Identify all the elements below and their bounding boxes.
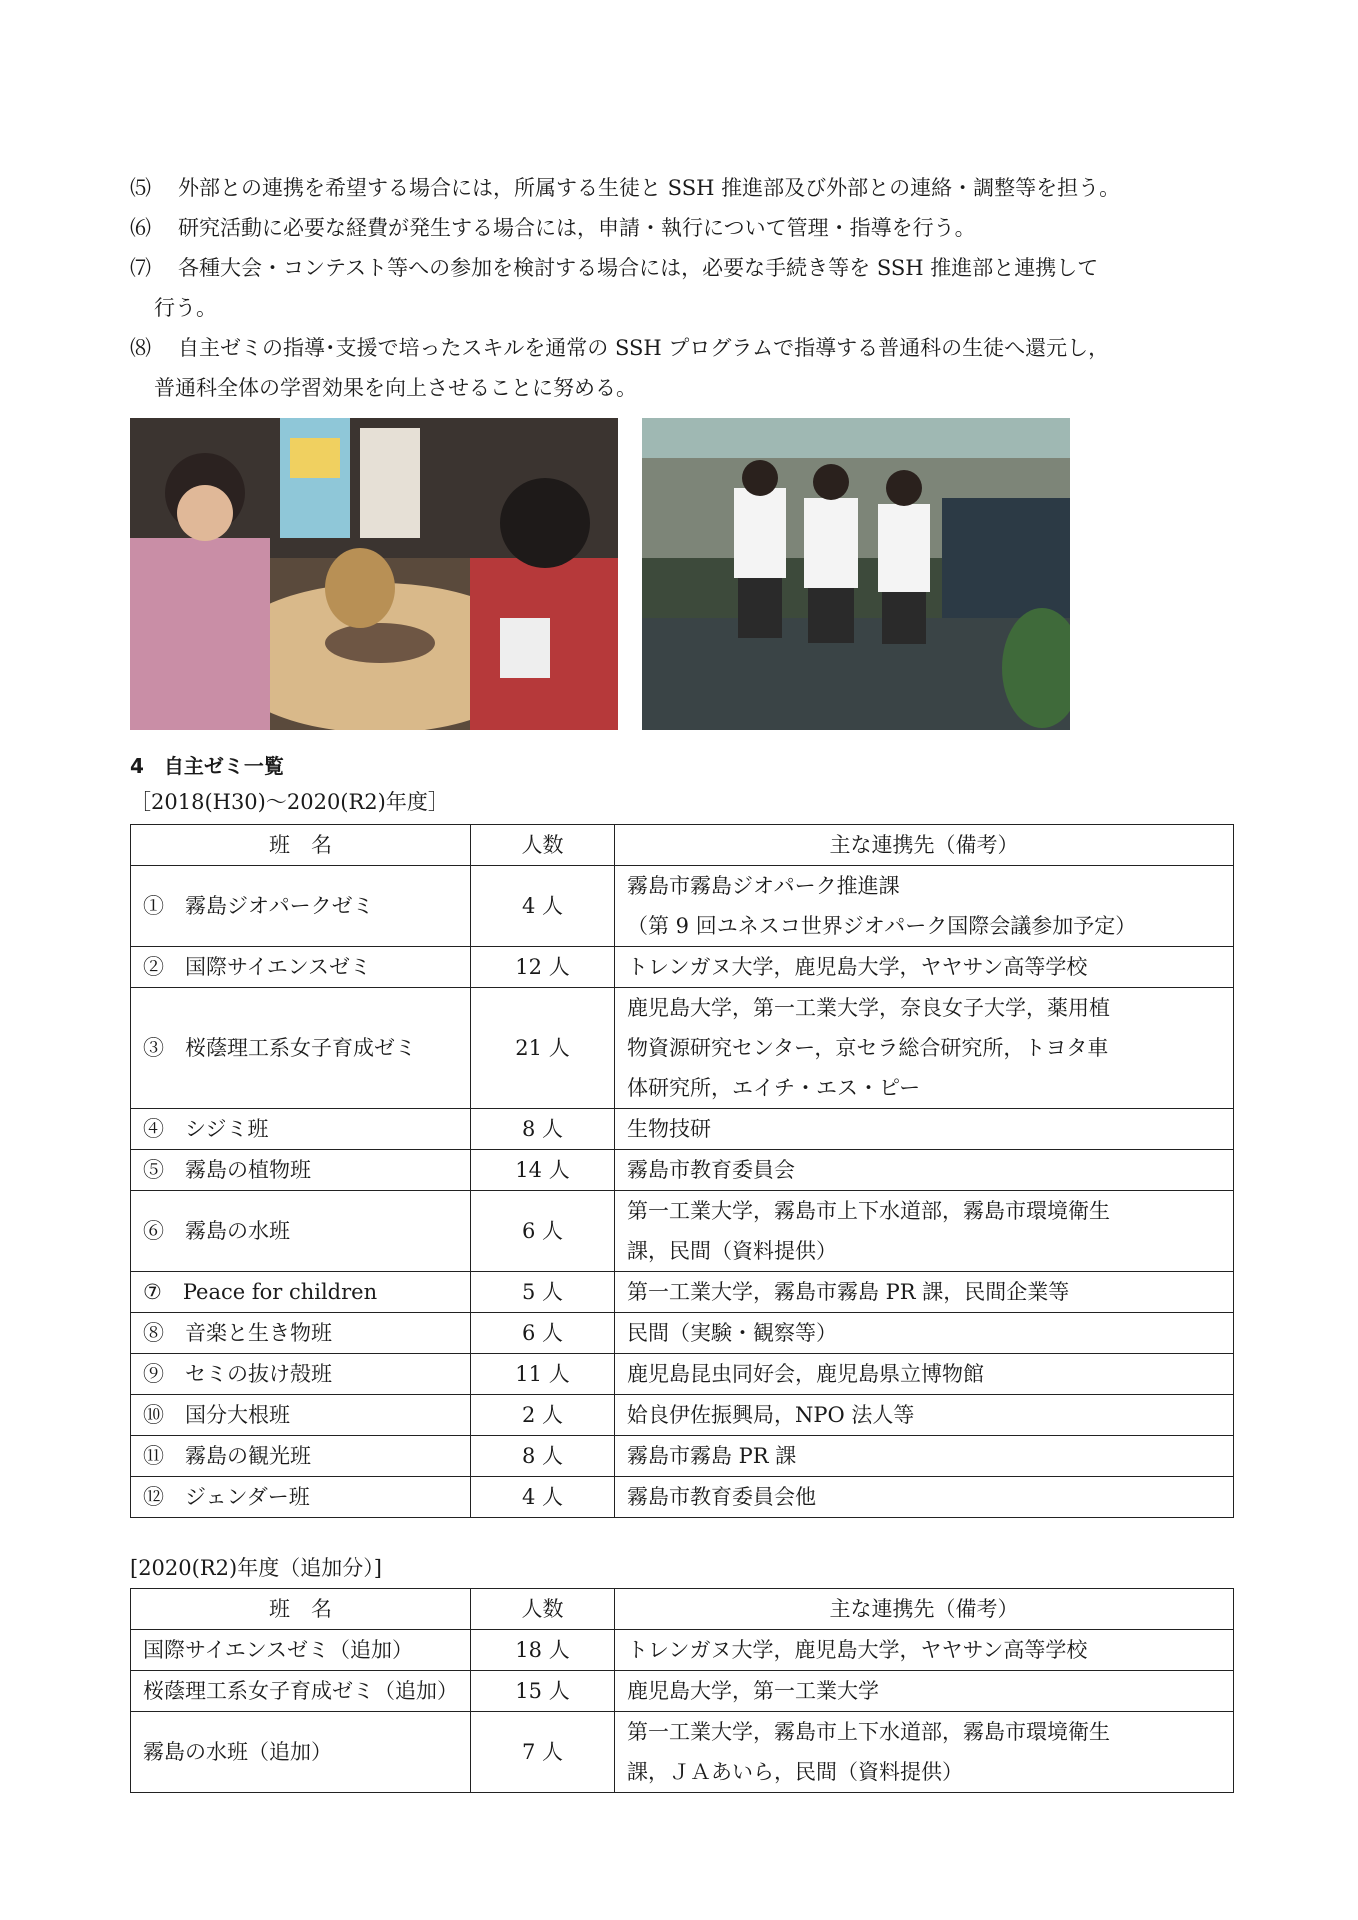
paragraph-number: ⑹	[130, 216, 151, 240]
cell-partners	[615, 1313, 1234, 1354]
partner-line: 体研究所，エイチ・エス・ピー	[627, 1076, 921, 1100]
partner-line: トレンガヌ大学，鹿児島大学，ヤヤサン高等学校	[627, 1638, 1088, 1662]
cell-partners	[615, 988, 1234, 1109]
header-name: 班 名	[131, 1589, 471, 1630]
cell-count: 6 人	[471, 1191, 615, 1272]
partner-line: トレンガヌ大学，鹿児島大学，ヤヤサン高等学校	[627, 955, 1088, 979]
table-row	[131, 1191, 1234, 1272]
table-row	[131, 1313, 1234, 1354]
table-row	[131, 1712, 1234, 1793]
table1-caption: ［2018(H30)～2020(R2)年度］	[130, 790, 449, 814]
cell-name: ⑪ 霧島の観光班	[131, 1436, 471, 1477]
header-count: 人数	[471, 1589, 615, 1630]
cell-partners	[615, 1395, 1234, 1436]
table-row	[131, 1272, 1234, 1313]
paragraph-number: ⑸	[130, 176, 151, 200]
cell-count: 6 人	[471, 1313, 615, 1354]
table-row	[131, 988, 1234, 1109]
partner-line: 霧島市教育委員会	[627, 1158, 795, 1182]
cell-name: ⑫ ジェンダー班	[131, 1477, 471, 1518]
photo-students-in-river	[642, 418, 1070, 730]
cell-count: 15 人	[471, 1671, 615, 1712]
table-row	[131, 947, 1234, 988]
table-row	[131, 866, 1234, 947]
partner-line: 鹿児島大学，第一工業大学，奈良女子大学，薬用植	[627, 996, 1110, 1020]
cell-count: 21 人	[471, 988, 615, 1109]
paragraph-line: 各種大会・コンテスト等への参加を検討する場合には，必要な手続き等を SSH 推進部と連携して	[178, 256, 1099, 280]
paragraph-line: 行う。	[154, 296, 217, 320]
table-row	[131, 1354, 1234, 1395]
seminar-table-2020-additional	[130, 1588, 1234, 1793]
paragraph-number: ⑺	[130, 256, 151, 280]
paragraph-item	[130, 208, 1240, 248]
cell-count: 14 人	[471, 1150, 615, 1191]
partner-line: 第一工業大学，霧島市霧島 PR 課，民間企業等	[627, 1280, 1070, 1304]
cell-name: 桜蔭理工系女子育成ゼミ（追加）	[131, 1671, 471, 1712]
section-title: 4 自主ゼミ一覧	[130, 754, 284, 778]
partner-line: 霧島市霧島ジオパーク推進課	[627, 874, 900, 898]
cell-partners	[615, 1109, 1234, 1150]
cell-name: 霧島の水班（追加）	[131, 1712, 471, 1793]
table-row	[131, 1436, 1234, 1477]
cell-count: 5 人	[471, 1272, 615, 1313]
partner-line: 鹿児島昆虫同好会，鹿児島県立博物館	[627, 1362, 984, 1386]
cell-count: 4 人	[471, 866, 615, 947]
cell-count: 8 人	[471, 1436, 615, 1477]
cell-partners	[615, 866, 1234, 947]
partner-line: 物資源研究センター，京セラ総合研究所，トヨタ車	[627, 1036, 1109, 1060]
cell-partners	[615, 1712, 1234, 1793]
cell-name: ⑧ 音楽と生き物班	[131, 1313, 471, 1354]
partner-line: 課，ＪＡあいら，民間（資料提供）	[627, 1760, 963, 1784]
cell-partners	[615, 1671, 1234, 1712]
table2-caption: [2020(R2)年度（追加分）]	[130, 1556, 382, 1580]
paragraph-item	[130, 248, 1240, 328]
table-row	[131, 1671, 1234, 1712]
cell-name: ⑦ Peace for children	[131, 1272, 471, 1313]
partner-line: 第一工業大学，霧島市上下水道部，霧島市環境衛生	[627, 1199, 1110, 1223]
cell-name: ① 霧島ジオパークゼミ	[131, 866, 471, 947]
header-name: 班 名	[131, 825, 471, 866]
partner-line: 霧島市霧島 PR 課	[627, 1444, 797, 1468]
paragraph-item	[130, 328, 1240, 408]
partner-line: 鹿児島大学，第一工業大学	[627, 1679, 879, 1703]
cell-name: ⑩ 国分大根班	[131, 1395, 471, 1436]
table-row	[131, 1109, 1234, 1150]
header-count: 人数	[471, 825, 615, 866]
cell-partners	[615, 1630, 1234, 1671]
cell-partners	[615, 1436, 1234, 1477]
cell-name: ⑤ 霧島の植物班	[131, 1150, 471, 1191]
paragraph-number: ⑻	[130, 336, 151, 360]
partner-line: 課，民間（資料提供）	[627, 1239, 837, 1263]
table-row	[131, 1150, 1234, 1191]
cell-name: ② 国際サイエンスゼミ	[131, 947, 471, 988]
cell-partners	[615, 1272, 1234, 1313]
cell-count: 4 人	[471, 1477, 615, 1518]
photo-students-with-model	[130, 418, 618, 730]
paragraph-line: 普通科全体の学習効果を向上させることに努める。	[154, 376, 637, 400]
cell-name: ⑨ セミの抜け殻班	[131, 1354, 471, 1395]
header-partners: 主な連携先（備考）	[615, 825, 1234, 866]
seminar-table-2018-2020	[130, 824, 1234, 1518]
partner-line: 生物技研	[627, 1117, 711, 1141]
cell-name: ④ シジミ班	[131, 1109, 471, 1150]
partner-line: 民間（実験・観察等）	[627, 1321, 837, 1345]
partner-line: 霧島市教育委員会他	[627, 1485, 816, 1509]
cell-partners	[615, 947, 1234, 988]
cell-count: 2 人	[471, 1395, 615, 1436]
cell-count: 8 人	[471, 1109, 615, 1150]
paragraph-line: 外部との連携を希望する場合には，所属する生徒と SSH 推進部及び外部との連絡・調整等を担う。	[178, 176, 1121, 200]
cell-count: 11 人	[471, 1354, 615, 1395]
cell-partners	[615, 1150, 1234, 1191]
table-row	[131, 1395, 1234, 1436]
cell-count: 18 人	[471, 1630, 615, 1671]
cell-partners	[615, 1354, 1234, 1395]
partner-line: 第一工業大学，霧島市上下水道部，霧島市環境衛生	[627, 1720, 1110, 1744]
cell-partners	[615, 1477, 1234, 1518]
table-header-row	[131, 825, 1234, 866]
paragraph-item	[130, 168, 1240, 208]
cell-name: ③ 桜蔭理工系女子育成ゼミ	[131, 988, 471, 1109]
cell-name: 国際サイエンスゼミ（追加）	[131, 1630, 471, 1671]
paragraph-line: 研究活動に必要な経費が発生する場合には，申請・執行について管理・指導を行う。	[178, 216, 976, 240]
cell-count: 7 人	[471, 1712, 615, 1793]
paragraph-line: 自主ゼミの指導･支援で培ったスキルを通常の SSH プログラムで指導する普通科の生徒へ還元し，	[178, 336, 1110, 360]
header-partners: 主な連携先（備考）	[615, 1589, 1234, 1630]
table-header-row	[131, 1589, 1234, 1630]
cell-name: ⑥ 霧島の水班	[131, 1191, 471, 1272]
cell-count: 12 人	[471, 947, 615, 988]
partner-line: （第 9 回ユネスコ世界ジオパーク国際会議参加予定）	[627, 914, 1137, 938]
table-row	[131, 1630, 1234, 1671]
cell-partners	[615, 1191, 1234, 1272]
partner-line: 姶良伊佐振興局，NPO 法人等	[627, 1403, 915, 1427]
table-row	[131, 1477, 1234, 1518]
